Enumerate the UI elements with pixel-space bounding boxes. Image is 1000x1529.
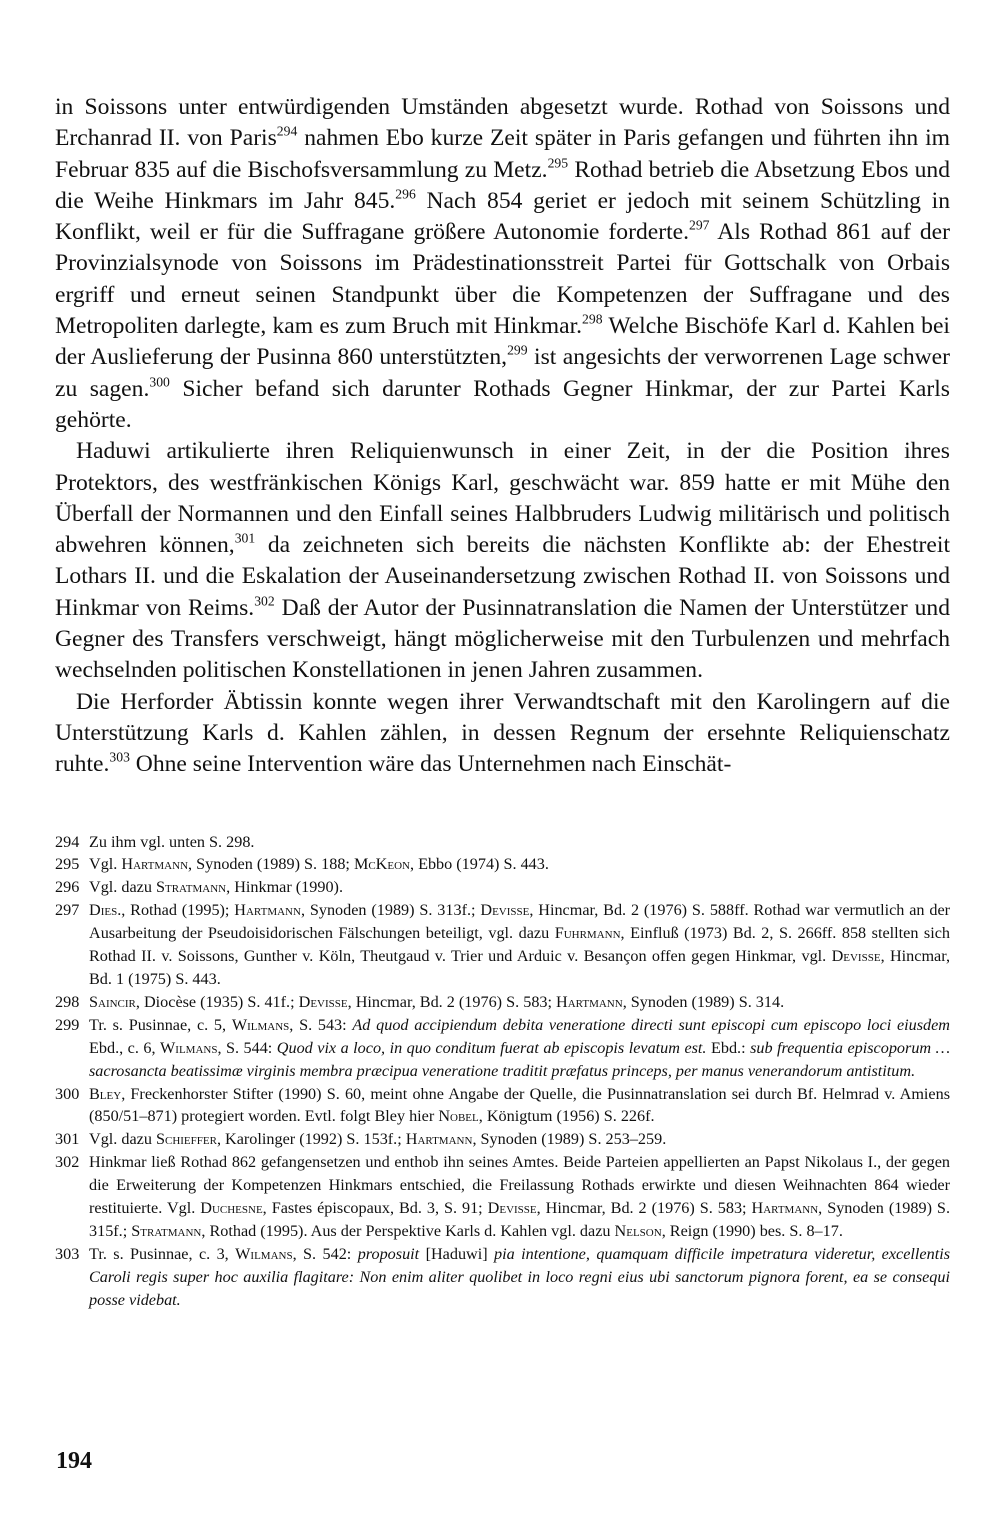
author-name: Wilmans (231, 1015, 290, 1034)
text-run: Ohne seine Intervention wäre das Unternehmen nach Einschät- (129, 751, 732, 778)
paragraph (55, 92, 950, 436)
latin-quote: sub frequentia episcoporum … sacrosancta beatissimæ virginis membra præcipua veneratione traditit præfatus princeps, per manus venerandorum antistitum. (89, 1038, 950, 1080)
footnote-number: 295 (55, 855, 80, 874)
page-number: 194 (56, 1448, 92, 1474)
text-run: Vgl. dazu (89, 878, 156, 897)
text-run: , Königtum (1956) S. 226f. (478, 1107, 655, 1126)
footnote-list (55, 831, 950, 1312)
footnote-text (89, 1151, 950, 1243)
text-run: , Hincmar, Bd. 1 (1975) S. 443. (89, 947, 951, 988)
text-run: , Fastes épiscopaux, Bd. 3, S. 91; (262, 1199, 488, 1218)
main-text (55, 92, 950, 781)
author-name: Nelson (614, 1221, 662, 1240)
text-run: Haduwi artikulierte ihren Reliquienwunsch in einer Zeit, in der die Position ihres Protektors, des westfränkischen Königs Karl, geschwächt war. 859 hatte er mit Mühe den Überfall der Normannen und den Einfall seines Halbbruders Ludwig militärisch und politisch abwehren können, (55, 438, 950, 559)
text-run: Rothad betrieb die Absetzung Ebos und die Weihe Hinkmars im Jahr 845. (55, 156, 950, 214)
footnote-ref: 302 (254, 593, 275, 609)
footnote (55, 876, 950, 899)
latin-quote: Quod vix a loco, in quo conditum fuerat ab episcopis levatum est. (276, 1038, 707, 1057)
paragraph (55, 687, 950, 781)
text-run: Tr. s. Pusinnae, c. 3, (89, 1244, 236, 1263)
author-name: Stratmann (155, 878, 227, 897)
footnote-number: 303 (55, 1244, 80, 1263)
text-run: , Hincmar, Bd. 2 (1976) S. 583; (536, 1199, 752, 1218)
latin-quote: Ad quod accipiendum debita veneratione directi sunt episcopi cum episcopo loci eiusdem (352, 1015, 950, 1034)
text-run: Hinkmar ließ Rothad 862 gefangensetzen und enthob ihn seines Amtes. Beide Parteien appellierten an Papst Nikolaus I., der gegen die Erweiterung der Kompetenzen Hinkmars entschied, die Freilassung Rothads erwirkte und diesen Weihnachten 864 wieder restituierte. Vgl. (89, 1153, 950, 1218)
text-run: , Diocèse (1935) S. 41f.; (135, 992, 299, 1011)
author-name: Devisse (487, 1199, 537, 1218)
text-run: Tr. s. Pusinnae, c. 5, (89, 1015, 232, 1034)
text-run: Ebd.: (706, 1038, 751, 1057)
footnote-ref: 301 (234, 530, 256, 546)
text-run: , Synoden (1989) S. 315f.; (89, 1199, 950, 1240)
author-name: Nobel (438, 1107, 479, 1126)
text-run: Vgl. dazu (89, 1130, 156, 1149)
author-name: Wilmans (235, 1244, 293, 1263)
footnote-text (89, 1014, 950, 1083)
footnote-text (89, 899, 950, 991)
text-run: , S. 543: (289, 1015, 353, 1034)
text-run: in Soissons unter entwürdigenden Umständen abgesetzt wurde. Rothad von Soissons und Erchanrad II. von Paris (55, 94, 950, 152)
text-run: , Synoden (1989) S. 253–259. (472, 1130, 667, 1149)
text-run: Die Herforder Äbtissin konnte wegen ihrer Verwandtschaft mit den Karolingern auf die Unterstützung Karls d. Kahlen zählen, in dessen Regnum der ersehnte Reliquienschatz ruhte. (55, 688, 950, 778)
author-name: Hartmann (556, 992, 623, 1011)
footnote-number: 297 (55, 901, 80, 920)
author-name: Devisse (480, 901, 530, 920)
text-run: da zeichneten sich bereits die nächsten Konflikte ab: der Ehestreit Lothars II. und die Eskalation der Auseinandersetzung zwischen Rothad II. von Soissons und Hinkmar von Reims. (55, 532, 950, 621)
footnote-ref: 298 (582, 311, 603, 327)
text-run: , Rothad (1995); (121, 901, 235, 920)
text-run: [Haduwi] (419, 1244, 495, 1263)
latin-quote: pia intentione, quamquam difficile impetratura videretur, excellentis Caroli regis super hoc auxilia flagitare: Non enim aliter quolibet in loco regni eius ubi sanctorum pignora forent, ea se consequi posse videbat. (89, 1244, 950, 1309)
footnote-ref: 299 (507, 343, 528, 359)
text-run: nahmen Ebo kurze Zeit später in Paris gefangen und führten ihn im Februar 835 auf die Bischofsversammlung zu Metz. (55, 125, 950, 183)
author-name: Wilmans (160, 1038, 218, 1057)
author-name: Devisse (298, 992, 348, 1011)
author-name: Schieffer (155, 1130, 217, 1149)
footnote-ref: 296 (395, 186, 416, 202)
text-run: Ebd., c. 6, (89, 1038, 160, 1057)
footnote (55, 831, 950, 854)
footnote-text (89, 853, 950, 876)
text-run: , Einfluß (1973) Bd. 2, S. 266ff. 858 stellten sich Rothad II. v. Soissons, Gunther v. Köln, Theutgaud v. Trier und Arduic v. Besançon offen gegen Hinkmar, vgl. (89, 924, 950, 966)
footnote-number: 300 (55, 1084, 80, 1103)
footnote (55, 991, 950, 1014)
author-name: Bley (89, 1084, 122, 1103)
footnote-ref: 297 (689, 217, 710, 233)
text-run: Als Rothad 861 auf der Provinzialsynode von Soissons im Prädestinationsstreit Partei für Gottschalk von Orbais ergriff und erneut seinen Standpunkt über die Kompetenzen der Suffragane und des Metropoliten darlegte, kam es zum Bruch mit Hinkmar. (55, 219, 950, 340)
footnote-number: 299 (55, 1015, 80, 1034)
footnote-number: 294 (55, 832, 80, 851)
footnote-ref: 303 (109, 749, 130, 765)
text-run: , Rothad (1995). Aus der Perspektive Karls d. Kahlen vgl. dazu (201, 1221, 615, 1240)
text-run: Daß der Autor der Pusinnatranslation die Namen der Unterstützer und Gegner des Transfers verschweigt, hängt möglicherweise mit den Turbulenzen und mehrfach wechselnden politischen Konstellationen in jenen Jahren zusammen. (55, 594, 950, 684)
text-run: , Synoden (1989) S. 313f.; (300, 901, 481, 920)
text-run: Nach 854 geriet er jedoch mit seinem Schützling in Konflikt, weil er für die Suffragane größere Autonomie forderte. (55, 187, 950, 246)
text-run: , Hincmar, Bd. 2 (1976) S. 588ff. Rothad war vermutlich an der Ausarbeitung der Pseudoisidorischen Fälschungen beteiligt, vgl. dazu (89, 901, 951, 943)
footnote-number: 302 (55, 1153, 80, 1172)
author-name: Hartmann (234, 901, 301, 920)
footnote (55, 1151, 950, 1243)
author-name: Stratmann (131, 1221, 202, 1240)
text-run: , Reign (1990) bes. S. 8–17. (661, 1221, 843, 1240)
footnote-text (89, 1243, 950, 1312)
text-run: Zu ihm vgl. unten S. 298. (89, 832, 255, 851)
paragraph (55, 436, 950, 686)
footnote-number: 298 (55, 992, 80, 1011)
footnote-text (89, 831, 950, 854)
author-name: Duchesne (200, 1199, 263, 1218)
footnote (55, 1083, 950, 1129)
footnote-text (89, 876, 950, 899)
text-run: Vgl. (89, 855, 122, 874)
footnote-text (89, 1128, 950, 1151)
footnote (55, 1014, 950, 1083)
author-name: Saincir (89, 992, 136, 1011)
footnote (55, 1128, 950, 1151)
text-run: , Ebbo (1974) S. 443. (409, 855, 549, 874)
text-run: ist angesichts der verworrenen Lage schwer zu sagen. (55, 344, 950, 402)
text-run: , S. 542: (292, 1244, 358, 1263)
text-run: , Hinkmar (1990). (226, 878, 343, 897)
footnote-number: 301 (55, 1130, 80, 1149)
author-name: Hartmann (751, 1199, 819, 1218)
footnote-ref: 295 (547, 155, 569, 171)
text-run: , Hincmar, Bd. 2 (1976) S. 583; (347, 992, 557, 1011)
author-name: Dies. (89, 901, 122, 920)
text-run: , Synoden (1989) S. 188; (188, 855, 354, 874)
author-name: Hartmann (121, 855, 189, 874)
text-run: , Freckenhorster Stifter (1990) S. 60, meint ohne Angabe der Quelle, die Pusinnatranslation sei durch Bf. Helmrad v. Amiens (850/51–871) protegiert worden. Evtl. folgt Bley hier (89, 1084, 950, 1126)
footnote (55, 899, 950, 991)
footnote (55, 1243, 950, 1312)
text-run: , Karolinger (1992) S. 153f.; (216, 1130, 406, 1149)
footnote-text (89, 991, 950, 1014)
text-run: Sicher befand sich darunter Rothads Gegner Hinkmar, der zur Partei Karls gehörte. (55, 375, 950, 433)
footnote-number: 296 (55, 878, 80, 897)
footnote-ref: 294 (276, 124, 298, 139)
author-name: Devisse (831, 947, 881, 966)
footnote-ref: 300 (149, 374, 170, 390)
text-run: Welche Bischöfe Karl d. Kahlen bei der Auslieferung der Pusinna 860 unterstützten, (55, 313, 950, 371)
latin-quote: proposuit (357, 1244, 420, 1263)
page-body (55, 92, 950, 1312)
footnote-text (89, 1083, 950, 1129)
text-run: , S. 544: (217, 1038, 277, 1057)
text-run: , Synoden (1989) S. 314. (622, 992, 785, 1011)
author-name: Fuhrmann (554, 924, 621, 943)
author-name: McKeon (353, 855, 410, 874)
footnote (55, 853, 950, 876)
author-name: Hartmann (405, 1130, 473, 1149)
